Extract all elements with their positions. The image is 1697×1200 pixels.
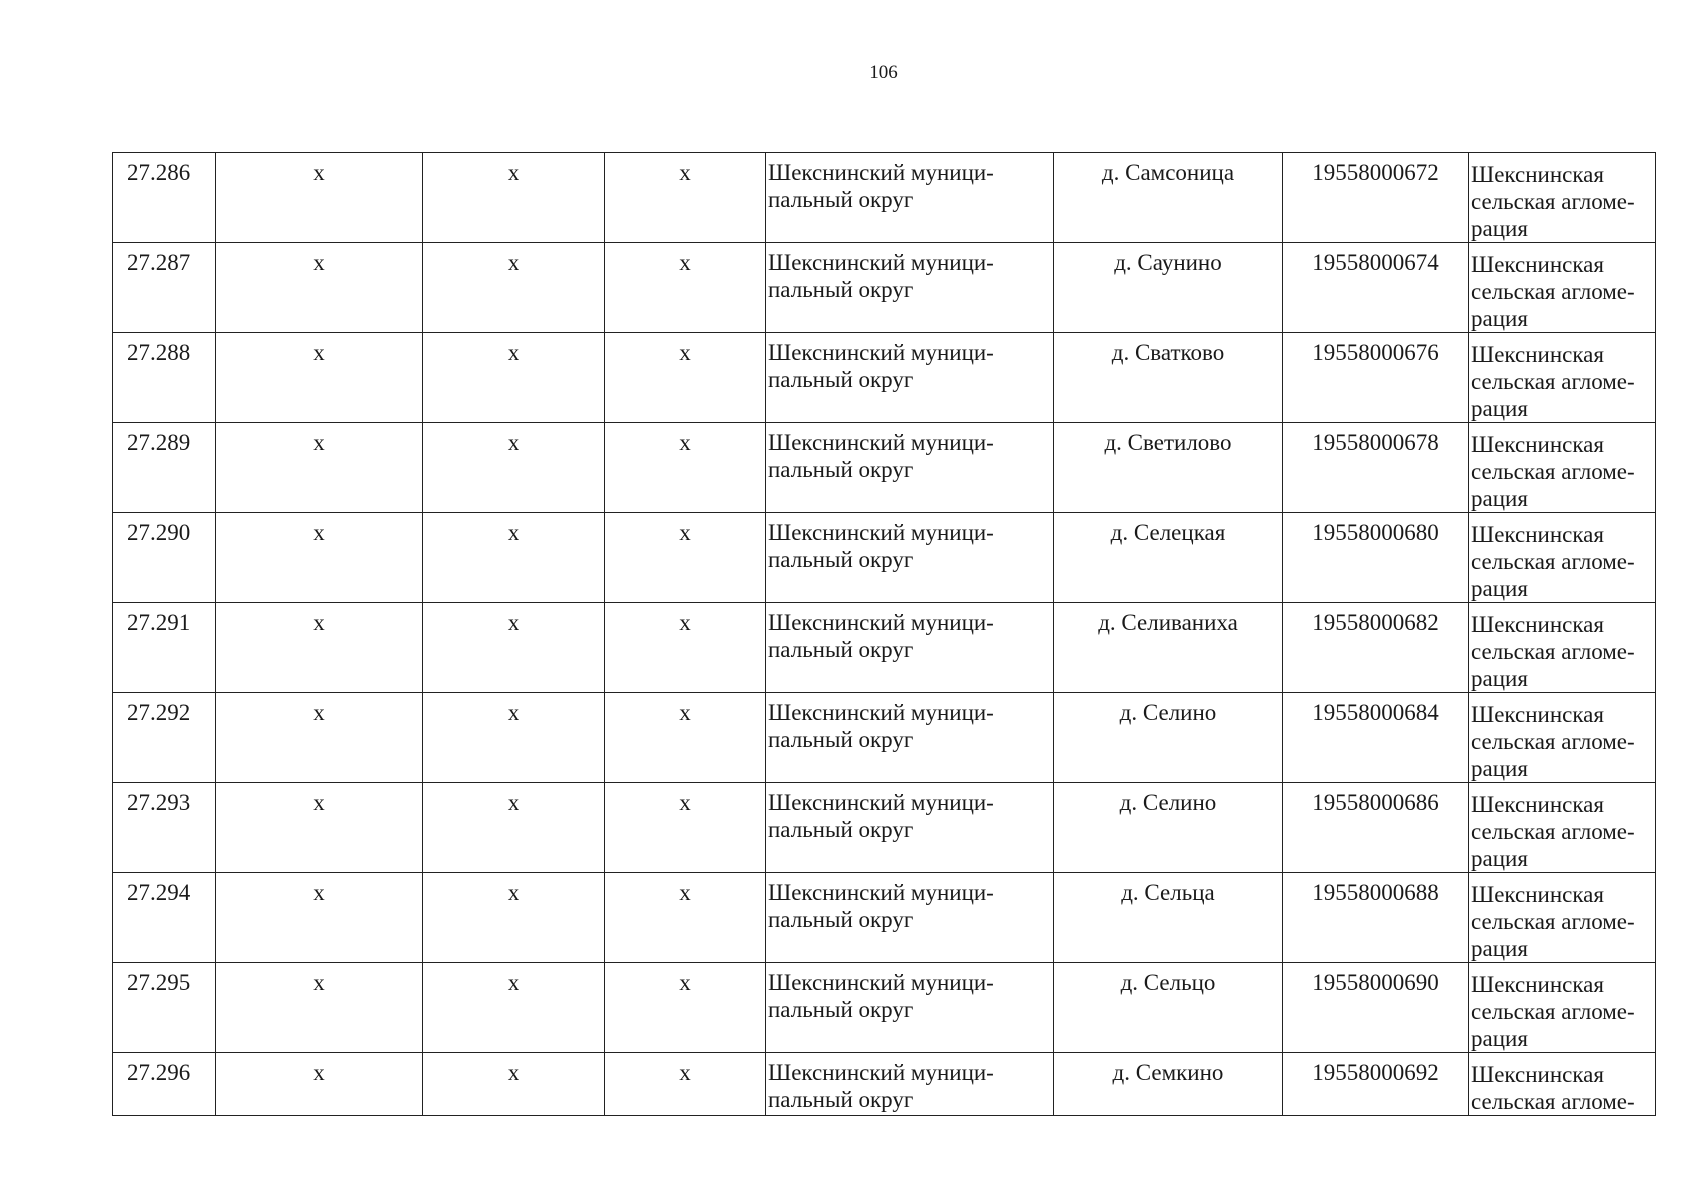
district-cell <box>766 423 1054 513</box>
oktmo-code-cell: 19558000686 <box>1283 783 1469 873</box>
district-cell <box>766 333 1054 423</box>
agglomeration-cell <box>1469 873 1656 963</box>
x-mark-cell: x <box>605 333 766 423</box>
table-row <box>113 243 1656 333</box>
district-cell <box>766 513 1054 603</box>
x-mark-cell: x <box>216 783 423 873</box>
x-mark-cell: x <box>423 963 605 1053</box>
x-mark-cell: x <box>605 153 766 243</box>
agglomeration-line: Шекснинская <box>1471 792 1604 817</box>
agglomeration-line: Шекснинская <box>1471 162 1604 187</box>
district-line: Шекснинский муници- <box>768 880 994 905</box>
agglomeration-line: сельская агломе- <box>1471 909 1635 934</box>
x-mark-cell: x <box>216 873 423 963</box>
district-line: пальный округ <box>768 187 914 212</box>
agglomeration-cell <box>1469 963 1656 1053</box>
x-mark-cell: x <box>605 963 766 1053</box>
x-mark-cell: x <box>216 1053 423 1116</box>
agglomeration-line: сельская агломе- <box>1471 1089 1635 1114</box>
settlement-cell: д. Селецкая <box>1054 513 1283 603</box>
x-mark-cell: x <box>216 963 423 1053</box>
x-mark-cell: x <box>605 783 766 873</box>
agglomeration-line: рация <box>1471 306 1528 331</box>
settlement-cell: д. Семкино <box>1054 1053 1283 1116</box>
agglomeration-line: рация <box>1471 576 1528 601</box>
agglomeration-line: Шекснинская <box>1471 252 1604 277</box>
x-mark-cell: x <box>605 513 766 603</box>
x-mark-cell: x <box>423 243 605 333</box>
table-row <box>113 153 1656 243</box>
district-line: пальный округ <box>768 1087 914 1112</box>
settlement-cell: д. Самсоница <box>1054 153 1283 243</box>
agglomeration-cell <box>1469 603 1656 693</box>
district-cell <box>766 1053 1054 1116</box>
row-number-cell: 27.295 <box>113 963 216 1053</box>
x-mark-cell: x <box>605 243 766 333</box>
settlement-cell: д. Селиваниха <box>1054 603 1283 693</box>
row-number-cell: 27.286 <box>113 153 216 243</box>
oktmo-code-cell: 19558000682 <box>1283 603 1469 693</box>
row-number-cell: 27.290 <box>113 513 216 603</box>
x-mark-cell: x <box>423 873 605 963</box>
oktmo-code-cell: 19558000684 <box>1283 693 1469 783</box>
table-row <box>113 693 1656 783</box>
district-line: Шекснинский муници- <box>768 520 994 545</box>
district-line: Шекснинский муници- <box>768 340 994 365</box>
agglomeration-line: Шекснинская <box>1471 1062 1604 1087</box>
agglomeration-line: рация <box>1471 216 1528 241</box>
agglomeration-line: Шекснинская <box>1471 972 1604 997</box>
agglomeration-line: Шекснинская <box>1471 882 1604 907</box>
district-line: Шекснинский муници- <box>768 610 994 635</box>
agglomeration-line: сельская агломе- <box>1471 819 1635 844</box>
x-mark-cell: x <box>423 153 605 243</box>
table-row <box>113 513 1656 603</box>
district-line: пальный округ <box>768 457 914 482</box>
district-line: Шекснинский муници- <box>768 250 994 275</box>
agglomeration-line: сельская агломе- <box>1471 549 1635 574</box>
agglomeration-line: рация <box>1471 396 1528 421</box>
agglomeration-line: рация <box>1471 1026 1528 1051</box>
x-mark-cell: x <box>605 693 766 783</box>
agglomeration-line: сельская агломе- <box>1471 189 1635 214</box>
oktmo-code-cell: 19558000680 <box>1283 513 1469 603</box>
x-mark-cell: x <box>605 1053 766 1116</box>
agglomeration-line: рация <box>1471 936 1528 961</box>
district-line: Шекснинский муници- <box>768 700 994 725</box>
agglomeration-cell <box>1469 693 1656 783</box>
oktmo-code-cell: 19558000672 <box>1283 153 1469 243</box>
district-line: пальный округ <box>768 277 914 302</box>
agglomeration-line: сельская агломе- <box>1471 369 1635 394</box>
district-cell <box>766 603 1054 693</box>
district-line: Шекснинский муници- <box>768 970 994 995</box>
agglomeration-line: сельская агломе- <box>1471 639 1635 664</box>
agglomeration-line: сельская агломе- <box>1471 729 1635 754</box>
x-mark-cell: x <box>423 1053 605 1116</box>
agglomeration-cell <box>1469 333 1656 423</box>
agglomeration-cell <box>1469 1053 1656 1116</box>
table-row <box>113 603 1656 693</box>
x-mark-cell: x <box>423 693 605 783</box>
agglomeration-cell <box>1469 513 1656 603</box>
agglomeration-line: рация <box>1471 846 1528 871</box>
agglomeration-line: Шекснинская <box>1471 432 1604 457</box>
agglomeration-cell <box>1469 243 1656 333</box>
x-mark-cell: x <box>216 513 423 603</box>
x-mark-cell: x <box>423 333 605 423</box>
agglomeration-line: рация <box>1471 486 1528 511</box>
table-body <box>113 153 1656 1116</box>
district-cell <box>766 783 1054 873</box>
x-mark-cell: x <box>216 333 423 423</box>
agglomeration-line: Шекснинская <box>1471 522 1604 547</box>
district-line: Шекснинский муници- <box>768 430 994 455</box>
settlement-cell: д. Сельца <box>1054 873 1283 963</box>
agglomeration-cell <box>1469 783 1656 873</box>
agglomeration-line: Шекснинская <box>1471 702 1604 727</box>
district-line: пальный округ <box>768 817 914 842</box>
oktmo-code-cell: 19558000690 <box>1283 963 1469 1053</box>
agglomeration-line: сельская агломе- <box>1471 459 1635 484</box>
row-number-cell: 27.288 <box>113 333 216 423</box>
x-mark-cell: x <box>605 603 766 693</box>
district-cell <box>766 873 1054 963</box>
table-row <box>113 873 1656 963</box>
row-number-cell: 27.291 <box>113 603 216 693</box>
table-row <box>113 1053 1656 1116</box>
settlements-table <box>112 152 1656 1116</box>
x-mark-cell: x <box>423 783 605 873</box>
row-number-cell: 27.293 <box>113 783 216 873</box>
agglomeration-line: Шекснинская <box>1471 342 1604 367</box>
district-line: Шекснинский муници- <box>768 160 994 185</box>
x-mark-cell: x <box>423 603 605 693</box>
oktmo-code-cell: 19558000688 <box>1283 873 1469 963</box>
row-number-cell: 27.294 <box>113 873 216 963</box>
table-row <box>113 333 1656 423</box>
x-mark-cell: x <box>216 243 423 333</box>
row-number-cell: 27.287 <box>113 243 216 333</box>
table-row <box>113 423 1656 513</box>
x-mark-cell: x <box>216 603 423 693</box>
district-line: пальный округ <box>768 547 914 572</box>
oktmo-code-cell: 19558000692 <box>1283 1053 1469 1116</box>
district-cell <box>766 243 1054 333</box>
agglomeration-line: рация <box>1471 666 1528 691</box>
agglomeration-cell <box>1469 423 1656 513</box>
x-mark-cell: x <box>605 873 766 963</box>
district-line: пальный округ <box>768 907 914 932</box>
district-line: пальный округ <box>768 367 914 392</box>
agglomeration-cell <box>1469 153 1656 243</box>
row-number-cell: 27.289 <box>113 423 216 513</box>
district-line: Шекснинский муници- <box>768 790 994 815</box>
settlement-cell: д. Сельцо <box>1054 963 1283 1053</box>
row-number-cell: 27.292 <box>113 693 216 783</box>
settlement-cell: д. Светилово <box>1054 423 1283 513</box>
settlement-cell: д. Саунино <box>1054 243 1283 333</box>
x-mark-cell: x <box>216 423 423 513</box>
district-line: пальный округ <box>768 997 914 1022</box>
district-line: пальный округ <box>768 637 914 662</box>
page-number: 106 <box>869 62 898 83</box>
row-number-cell: 27.296 <box>113 1053 216 1116</box>
settlement-cell: д. Селино <box>1054 783 1283 873</box>
x-mark-cell: x <box>216 693 423 783</box>
district-line: Шекснинский муници- <box>768 1060 994 1085</box>
x-mark-cell: x <box>605 423 766 513</box>
settlement-cell: д. Сватково <box>1054 333 1283 423</box>
oktmo-code-cell: 19558000678 <box>1283 423 1469 513</box>
agglomeration-line: Шекснинская <box>1471 612 1604 637</box>
agglomeration-line: рация <box>1471 756 1528 781</box>
oktmo-code-cell: 19558000676 <box>1283 333 1469 423</box>
agglomeration-line: сельская агломе- <box>1471 279 1635 304</box>
x-mark-cell: x <box>423 513 605 603</box>
district-line: пальный округ <box>768 727 914 752</box>
district-cell <box>766 153 1054 243</box>
x-mark-cell: x <box>423 423 605 513</box>
district-cell <box>766 963 1054 1053</box>
table-row <box>113 963 1656 1053</box>
table-row <box>113 783 1656 873</box>
district-cell <box>766 693 1054 783</box>
oktmo-code-cell: 19558000674 <box>1283 243 1469 333</box>
agglomeration-line: сельская агломе- <box>1471 999 1635 1024</box>
x-mark-cell: x <box>216 153 423 243</box>
settlement-cell: д. Селино <box>1054 693 1283 783</box>
